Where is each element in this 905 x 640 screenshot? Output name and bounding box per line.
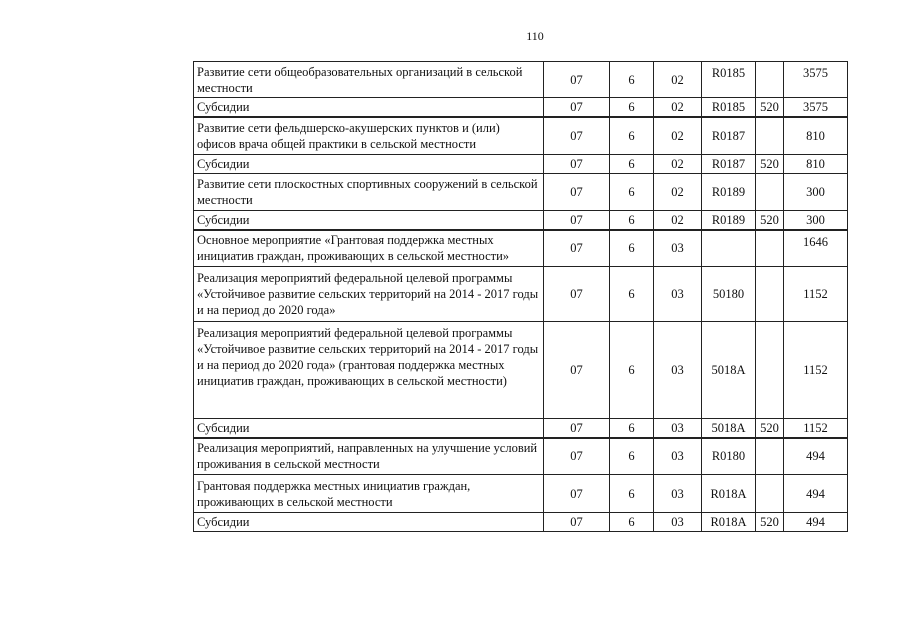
amount-cell: 1152	[784, 267, 848, 322]
code-cell	[756, 230, 784, 267]
row-name: Реализация мероприятий федеральной целевой программы «Устойчивое развитие сельских территорий на 2014 - 2017 годы и на период до 2020 года»	[194, 267, 544, 322]
code-cell: 520	[756, 155, 784, 174]
amount-cell: 1646	[784, 230, 848, 267]
row-name: Реализация мероприятий федеральной целевой программы «Устойчивое развитие сельских территорий на 2014 - 2017 годы и на период до 2020 года» (грантовая поддержка местных инициатив граждан, проживающих в сельской местности)	[194, 322, 544, 419]
table-row	[194, 174, 848, 211]
code-cell: 03	[654, 419, 702, 438]
amount-cell: 300	[784, 211, 848, 230]
code-cell	[756, 62, 784, 98]
code-cell: 07	[544, 174, 610, 211]
code-cell: 6	[610, 211, 654, 230]
amount-cell: 810	[784, 117, 848, 155]
code-cell: R0187	[702, 155, 756, 174]
code-cell: 6	[610, 62, 654, 98]
code-cell: 520	[756, 98, 784, 117]
code-cell: 07	[544, 155, 610, 174]
code-cell: 6	[610, 438, 654, 475]
table-row	[194, 475, 848, 513]
code-cell: 50180	[702, 267, 756, 322]
code-cell: 03	[654, 475, 702, 513]
code-cell: 6	[610, 98, 654, 117]
amount-cell: 3575	[784, 62, 848, 98]
code-cell: 02	[654, 211, 702, 230]
code-cell: 07	[544, 438, 610, 475]
code-cell: 03	[654, 230, 702, 267]
row-name: Развитие сети общеобразовательных организаций в сельской местности	[194, 62, 544, 98]
code-cell	[756, 475, 784, 513]
code-cell: 02	[654, 174, 702, 211]
row-name: Субсидии	[194, 98, 544, 117]
code-cell: 6	[610, 267, 654, 322]
code-cell: 520	[756, 513, 784, 532]
code-cell	[756, 322, 784, 419]
code-cell: 02	[654, 62, 702, 98]
code-cell: 6	[610, 117, 654, 155]
code-cell: 07	[544, 419, 610, 438]
row-name: Субсидии	[194, 513, 544, 532]
row-name: Реализация мероприятий, направленных на улучшение условий проживания в сельской местности	[194, 438, 544, 475]
table-row	[194, 267, 848, 322]
code-cell	[756, 267, 784, 322]
code-cell: 07	[544, 230, 610, 267]
code-cell: 6	[610, 155, 654, 174]
amount-cell: 300	[784, 174, 848, 211]
code-cell: 07	[544, 211, 610, 230]
code-cell: 03	[654, 438, 702, 475]
table-row	[194, 419, 848, 438]
amount-cell: 494	[784, 475, 848, 513]
page-number: 110	[526, 29, 544, 43]
code-cell: R0185	[702, 62, 756, 98]
code-cell: 6	[610, 513, 654, 532]
code-cell: 07	[544, 513, 610, 532]
code-cell: 03	[654, 267, 702, 322]
code-cell: 6	[610, 475, 654, 513]
table-row	[194, 211, 848, 230]
code-cell	[702, 230, 756, 267]
amount-cell: 1152	[784, 322, 848, 419]
code-cell: 02	[654, 155, 702, 174]
code-cell	[756, 438, 784, 475]
row-name: Субсидии	[194, 419, 544, 438]
row-name: Развитие сети фельдшерско-акушерских пунктов и (или) офисов врача общей практики в сельской местности	[194, 117, 544, 155]
table-row	[194, 117, 848, 155]
row-name: Основное мероприятие «Грантовая поддержка местных инициатив граждан, проживающих в сельской местности»	[194, 230, 544, 267]
code-cell: 07	[544, 117, 610, 155]
row-name: Субсидии	[194, 155, 544, 174]
amount-cell: 1152	[784, 419, 848, 438]
amount-cell: 494	[784, 438, 848, 475]
code-cell: 5018А	[702, 322, 756, 419]
code-cell: 07	[544, 62, 610, 98]
budget-table	[193, 61, 848, 532]
table-row	[194, 98, 848, 117]
amount-cell: 810	[784, 155, 848, 174]
code-cell: 03	[654, 322, 702, 419]
code-cell: R018A	[702, 475, 756, 513]
code-cell: R0187	[702, 117, 756, 155]
code-cell	[756, 174, 784, 211]
table-row	[194, 62, 848, 98]
code-cell: 03	[654, 513, 702, 532]
code-cell: 07	[544, 267, 610, 322]
code-cell: 02	[654, 117, 702, 155]
code-cell: 6	[610, 322, 654, 419]
code-cell: 07	[544, 98, 610, 117]
row-name: Развитие сети плоскостных спортивных сооружений в сельской местности	[194, 174, 544, 211]
code-cell: R0189	[702, 174, 756, 211]
code-cell	[756, 117, 784, 155]
code-cell: 520	[756, 211, 784, 230]
table-row	[194, 438, 848, 475]
code-cell: R0180	[702, 438, 756, 475]
code-cell: 520	[756, 419, 784, 438]
table-row	[194, 155, 848, 174]
code-cell: 02	[654, 98, 702, 117]
code-cell: 6	[610, 174, 654, 211]
row-name: Грантовая поддержка местных инициатив граждан, проживающих в сельской местности	[194, 475, 544, 513]
code-cell: 6	[610, 230, 654, 267]
code-cell: 07	[544, 475, 610, 513]
code-cell: 5018А	[702, 419, 756, 438]
code-cell: R0185	[702, 98, 756, 117]
amount-cell: 3575	[784, 98, 848, 117]
code-cell: R0189	[702, 211, 756, 230]
code-cell: 6	[610, 419, 654, 438]
table-row	[194, 230, 848, 267]
amount-cell: 494	[784, 513, 848, 532]
code-cell: R018A	[702, 513, 756, 532]
row-name: Субсидии	[194, 211, 544, 230]
table-row	[194, 322, 848, 419]
table-row	[194, 513, 848, 532]
code-cell: 07	[544, 322, 610, 419]
